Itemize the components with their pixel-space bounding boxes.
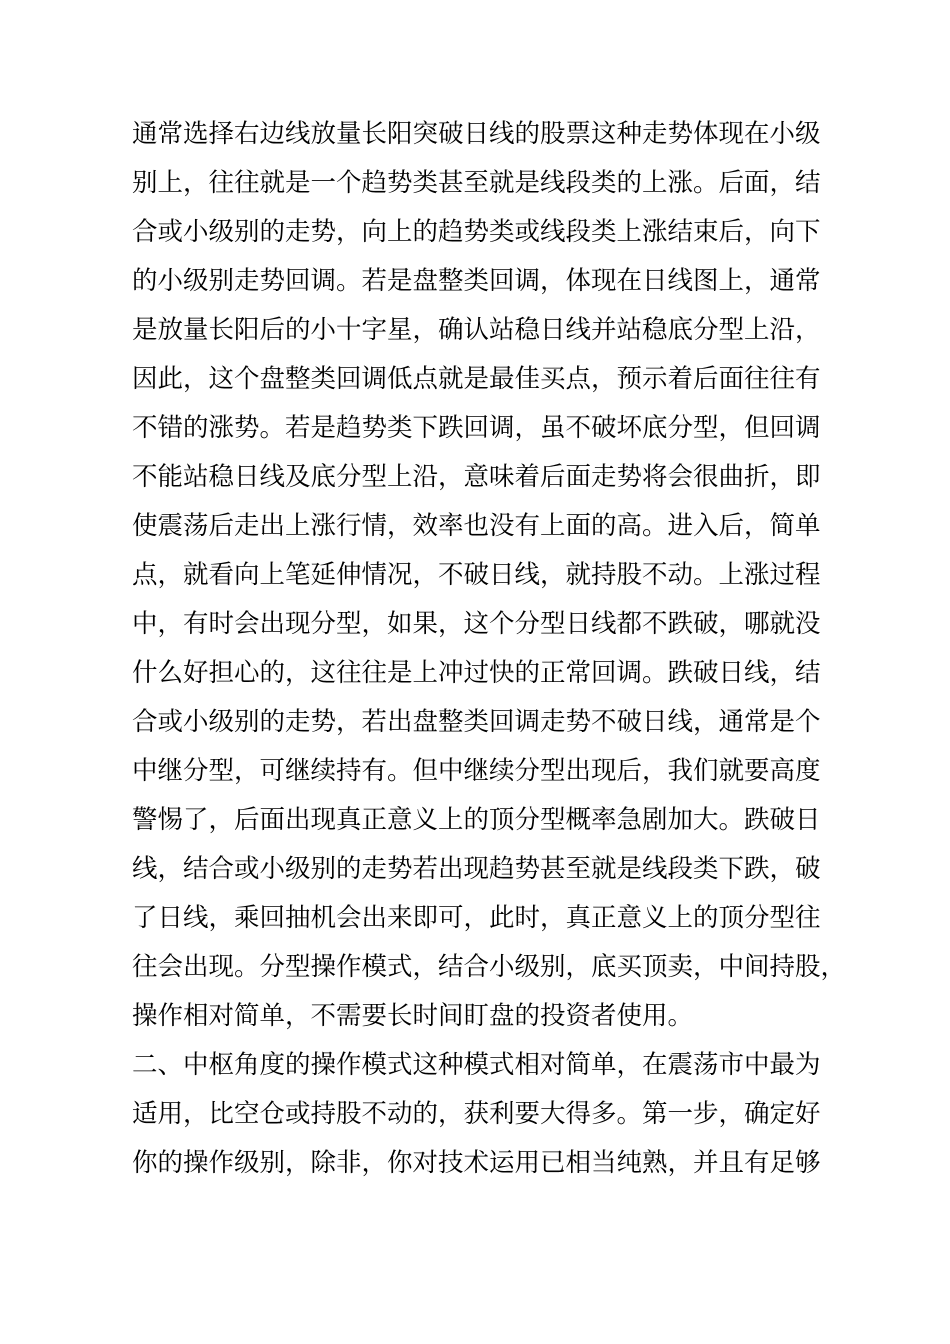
text-line: 合或小级别的走势，若出盘整类回调走势不破日线，通常是个: [132, 707, 821, 737]
text-line: 你的操作级别，除非，你对技术运用已相当纯熟，并且有足够: [132, 1148, 821, 1178]
text-line: 因此，这个盘整类回调低点就是最佳买点，预示着后面往往有: [132, 364, 821, 394]
text-line: 不能站稳日线及底分型上沿，意味着后面走势将会很曲折，即: [132, 462, 821, 492]
text-line: 了日线，乘回抽机会出来即可，此时，真正意义上的顶分型往: [132, 903, 821, 933]
text-line: 点，就看向上笔延伸情况，不破日线，就持股不动。上涨过程: [132, 560, 821, 590]
text-line: 中继分型，可继续持有。但中继续分型出现后，我们就要高度: [132, 756, 821, 786]
text-line: 线，结合或小级别的走势若出现趋势甚至就是线段类下跌，破: [132, 854, 821, 884]
text-line: 别上，往往就是一个趋势类甚至就是线段类的上涨。后面，结: [132, 168, 821, 198]
text-line: 通常选择右边线放量长阳突破日线的股票这种走势体现在小级: [132, 119, 821, 149]
text-line: 不错的涨势。若是趋势类下跌回调，虽不破坏底分型，但回调: [132, 413, 821, 443]
text-line: 的小级别走势回调。若是盘整类回调，体现在日线图上，通常: [132, 266, 821, 296]
text-line: 合或小级别的走势，向上的趋势类或线段类上涨结束后，向下: [132, 217, 821, 247]
text-line: 二、中枢角度的操作模式这种模式相对简单，在震荡市中最为: [132, 1050, 821, 1080]
text-line: 适用，比空仓或持股不动的，获利要大得多。第一步，确定好: [132, 1099, 821, 1129]
text-line: 使震荡后走出上涨行情，效率也没有上面的高。进入后，简单: [132, 511, 821, 541]
text-line: 中，有时会出现分型，如果，这个分型日线都不跌破，哪就没: [132, 609, 821, 639]
text-line: 警惕了，后面出现真正意义上的顶分型概率急剧加大。跌破日: [132, 805, 821, 835]
text-line: 什么好担心的，这往往是上冲过快的正常回调。跌破日线，结: [132, 658, 821, 688]
text-line: 操作相对简单，不需要长时间盯盘的投资者使用。: [132, 1001, 694, 1031]
text-line: 是放量长阳后的小十字星，确认站稳日线并站稳底分型上沿，: [132, 315, 821, 345]
text-line: 往会出现。分型操作模式，结合小级别，底买顶卖，中间持股，: [132, 952, 847, 982]
body-text: [132, 110, 847, 1188]
